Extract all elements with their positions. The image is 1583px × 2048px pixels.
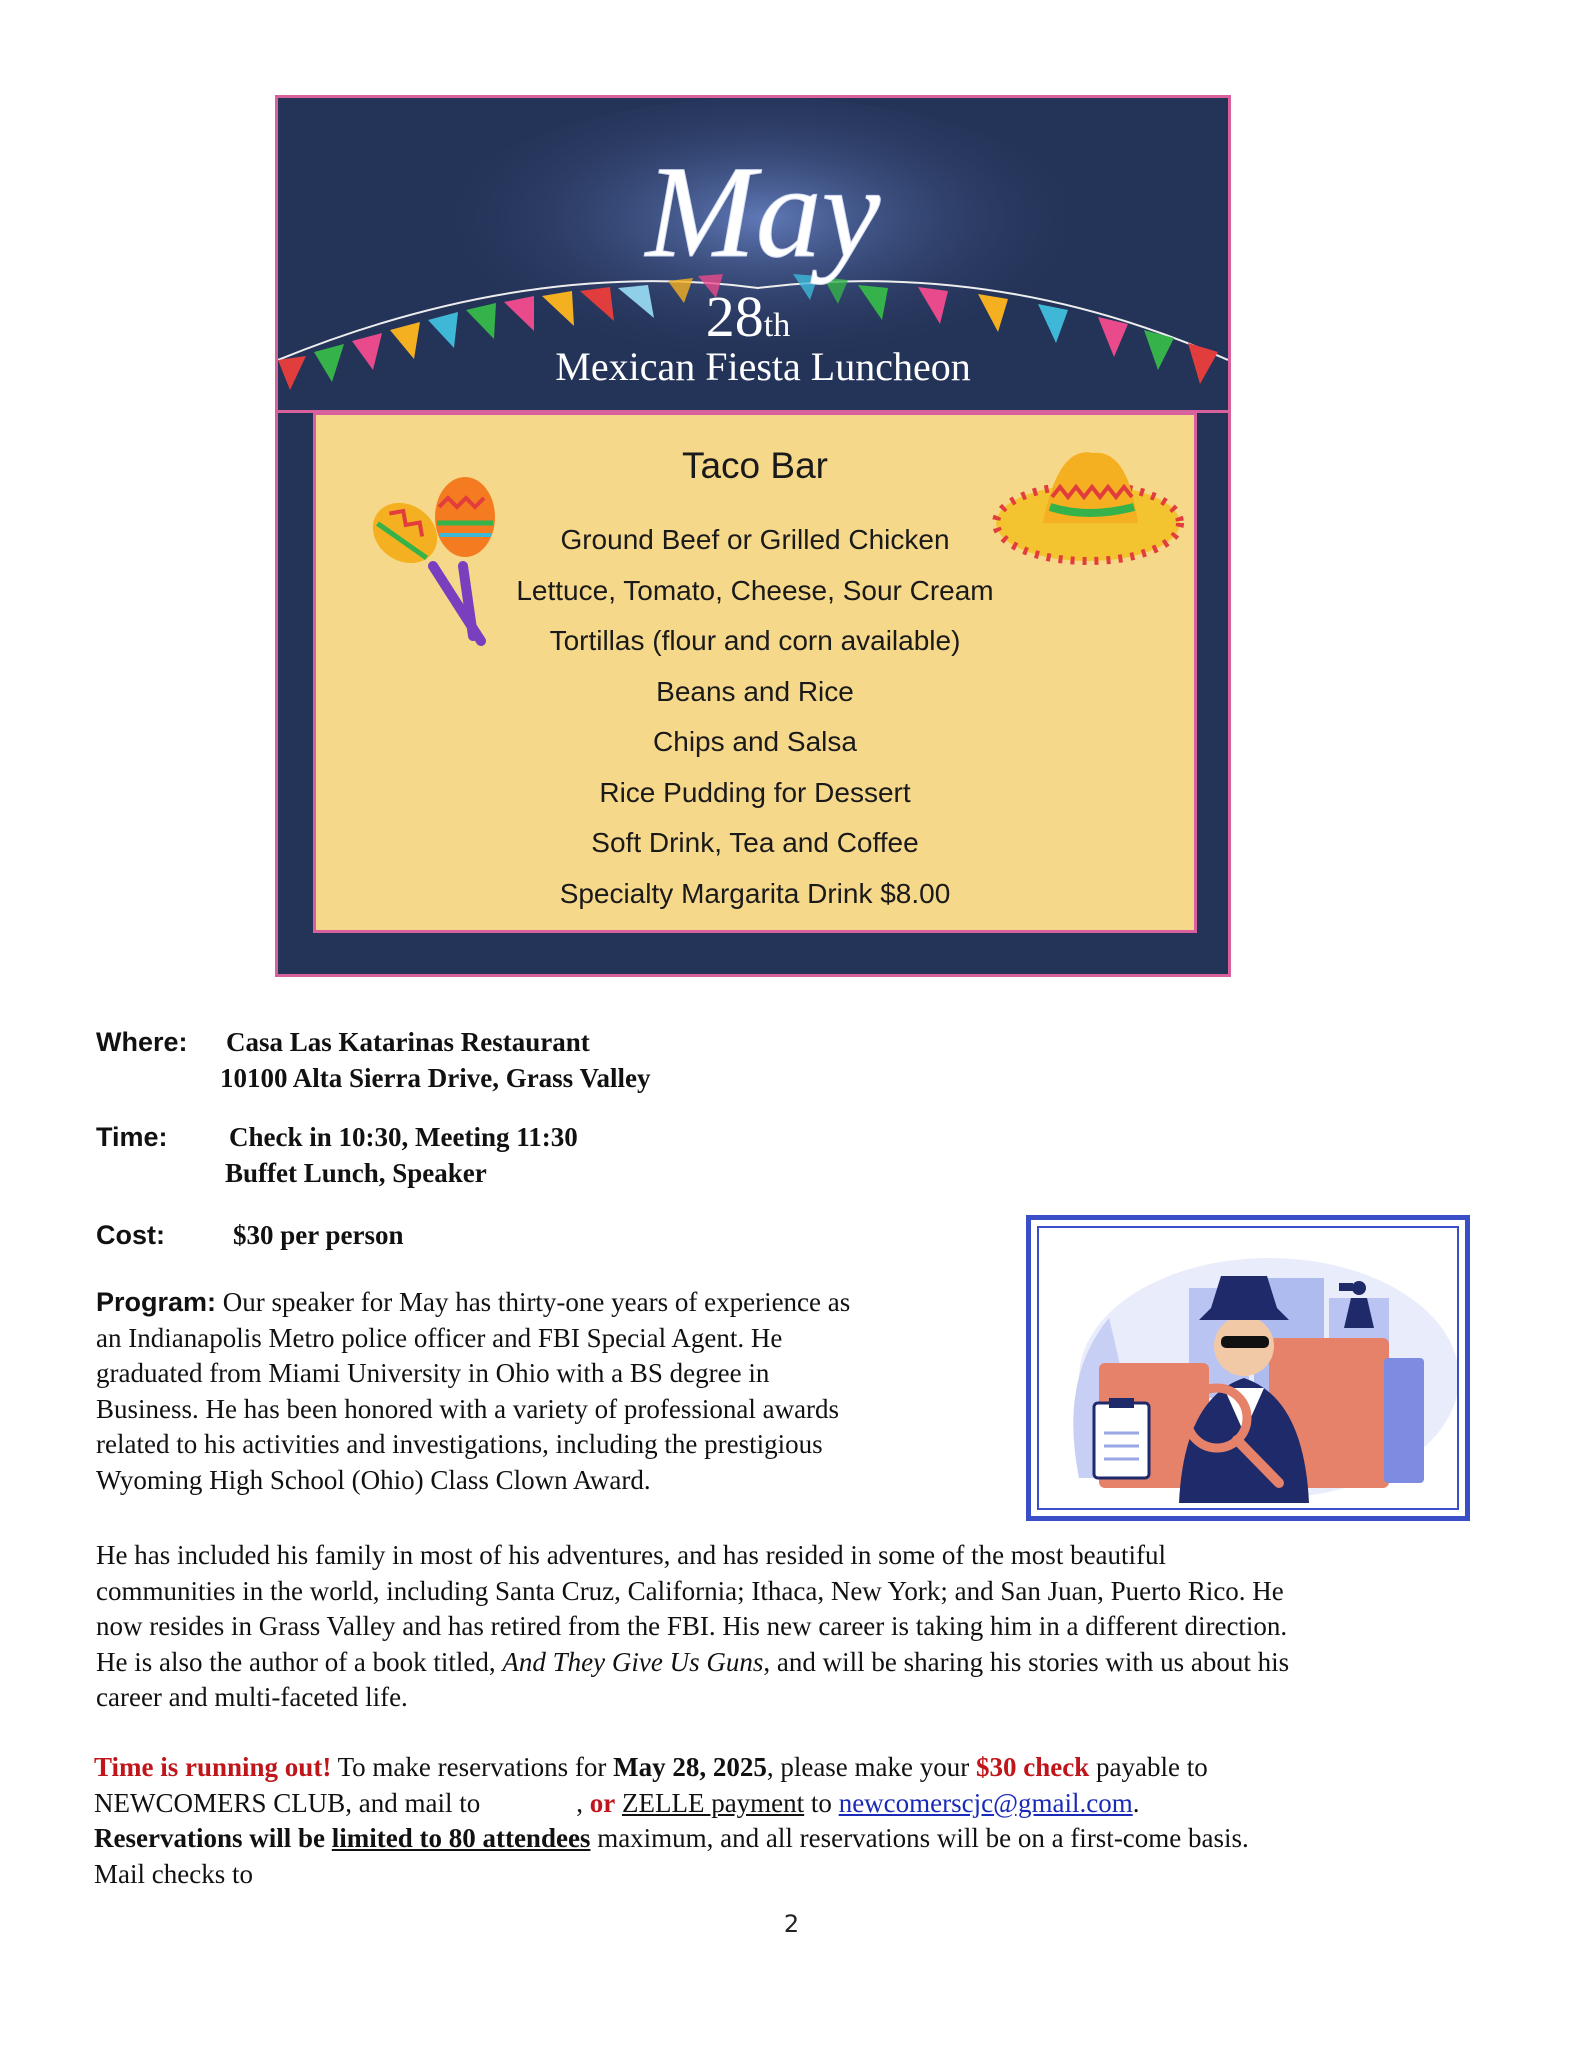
program-line: related to his activities and investigations, including the prestigious	[96, 1429, 823, 1459]
cost-value: $30 per person	[233, 1220, 404, 1250]
reservation-line: Reservations will be limited to 80 attendees maximum, and all reservations will be on a first-come basis.	[94, 1823, 1249, 1853]
zelle-payment: ZELLE payment	[621, 1787, 805, 1818]
bio-line: career and multi-faceted life.	[96, 1682, 408, 1712]
time-checkin: Check in 10:30, Meeting 11:30	[229, 1122, 578, 1152]
menu-item: Ground Beef or Grilled Chicken	[560, 524, 950, 555]
where-address: 10100 Alta Sierra Drive, Grass Valley	[220, 1063, 651, 1093]
menu-item: Rice Pudding for Dessert	[599, 776, 911, 808]
where-venue: Casa Las Katarinas Restaurant	[226, 1027, 590, 1057]
program-line: graduated from Miami University in Ohio with a BS degree in	[96, 1358, 770, 1388]
check-amount: $30 check	[976, 1752, 1090, 1782]
menu-item: Soft Drink, Tea and Coffee	[591, 827, 919, 858]
program-line: Business. He has been honored with a variety of professional awards	[96, 1393, 840, 1424]
program-line: Wyoming High School (Ohio) Class Clown Award.	[96, 1464, 651, 1495]
cost-label: Cost:	[96, 1220, 165, 1250]
page-number: 2	[783, 1910, 800, 1938]
menu-item: Tortillas (flour and corn available)	[549, 625, 961, 656]
program-paragraph	[96, 1285, 996, 1498]
where-label: Where:	[96, 1027, 188, 1057]
menu-item: Lettuce, Tomato, Cheese, Sour Cream	[516, 574, 994, 606]
event-date: May 28, 2025	[613, 1752, 767, 1782]
time-agenda: Buffet Lunch, Speaker	[225, 1158, 487, 1188]
time-row	[96, 1120, 578, 1155]
reservation-line: NEWCOMERS CLUB, and mail to , or ZELLE payment to newcomerscjc@gmail.com.	[94, 1787, 1140, 1818]
menu-title: Taco Bar	[681, 445, 828, 486]
banner-header	[278, 98, 1228, 414]
menu-item: Beans and Rice	[656, 675, 854, 707]
day-number: 28th	[705, 284, 791, 349]
attendee-limit: limited to 80 attendees	[331, 1823, 591, 1853]
email-link[interactable]: newcomerscjc@gmail.com	[838, 1787, 1133, 1818]
program-line: an Indianapolis Metro police officer and FBI Special Agent. He	[96, 1322, 783, 1353]
time-label: Time:	[96, 1122, 168, 1152]
month-title: May	[645, 138, 881, 285]
reservation-paragraph	[94, 1750, 1514, 1892]
cost-row	[96, 1218, 404, 1253]
bio-line: communities in the world, including Santa Cruz, California; Ithaca, New York; and San Juan, Puerto Rico. He	[96, 1575, 1284, 1606]
reservation-line: Time is running out! To make reservations for May 28, 2025, please make your $30 check payable to	[94, 1752, 1208, 1782]
program-label: Program:	[96, 1287, 217, 1317]
detective-illustration	[1026, 1215, 1470, 1521]
event-title: Mexican Fiesta Luncheon	[555, 344, 971, 389]
bio-line: He has included his family in most of his adventures, and has resided in some of the most beautiful	[96, 1540, 1167, 1570]
detective-icon	[1039, 1228, 1459, 1510]
event-banner	[275, 95, 1231, 977]
where-row	[96, 1025, 590, 1060]
or-label: or	[589, 1787, 616, 1818]
urgent-notice: Time is running out!	[94, 1752, 332, 1782]
menu-item: Specialty Margarita Drink $8.00	[559, 877, 951, 909]
book-title: And They Give Us Guns	[502, 1646, 764, 1677]
bio-line: now resides in Grass Valley and has retired from the FBI. His new career is taking him in a different direction.	[96, 1611, 1288, 1641]
menu-item: Chips and Salsa	[653, 726, 857, 757]
menu-list	[316, 515, 1194, 919]
time-detail-row	[225, 1156, 487, 1191]
program-line: Our speaker for May has thirty-one years of experience as	[222, 1287, 851, 1317]
where-address-row	[220, 1061, 650, 1096]
bio-paragraph	[96, 1538, 1496, 1716]
menu-box	[313, 412, 1197, 933]
bio-line: He is also the author of a book titled, And They Give Us Guns, and will be sharing his stories with us about his	[96, 1646, 1290, 1677]
reservation-line: Mail checks to	[94, 1858, 253, 1889]
